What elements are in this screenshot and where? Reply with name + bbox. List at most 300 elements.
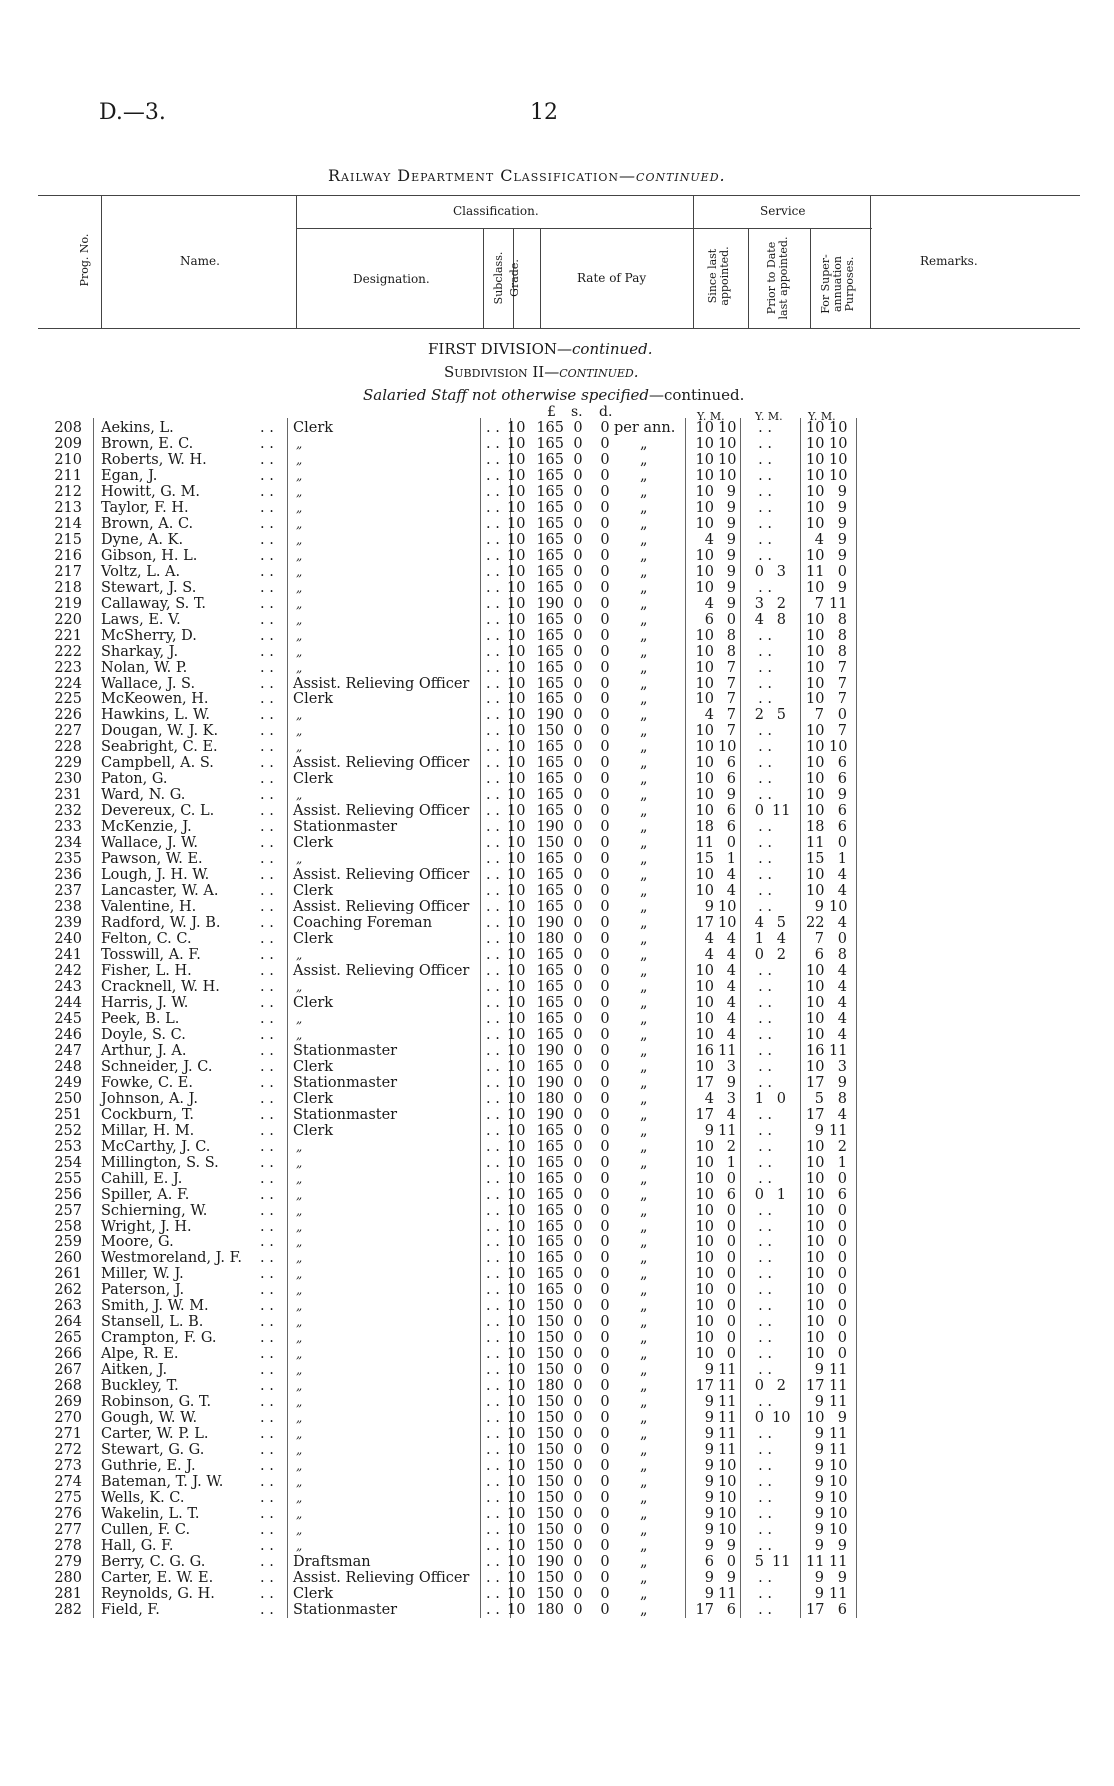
leader-dots: . . bbox=[486, 915, 500, 932]
leader-dots: . . bbox=[758, 1250, 772, 1267]
row-since-months: 1 bbox=[726, 851, 736, 868]
row-pay-pence: 0 bbox=[600, 1186, 610, 1203]
ditto-mark: „ bbox=[640, 1458, 648, 1475]
row-prior-years: 0 bbox=[754, 947, 764, 963]
row-grade: 10 bbox=[507, 675, 526, 692]
row-number: 222 bbox=[54, 643, 82, 660]
row-name: Cockburn, T. bbox=[101, 1106, 194, 1123]
leader-dots: . . bbox=[260, 1298, 274, 1315]
row-pay-shillings: 0 bbox=[573, 483, 583, 500]
row-since-months: 0 bbox=[726, 1218, 736, 1235]
row-designation: „ bbox=[296, 1171, 303, 1186]
row-pay-pounds: 150 bbox=[536, 1394, 564, 1411]
row-grade: 10 bbox=[507, 1489, 526, 1506]
row-name: Seabright, C. E. bbox=[101, 739, 218, 756]
row-grade: 10 bbox=[507, 1585, 526, 1602]
header-divider bbox=[296, 195, 297, 328]
row-since-years: 10 bbox=[695, 1266, 714, 1283]
leader-dots: . . bbox=[260, 1042, 274, 1059]
row-pay-pounds: 165 bbox=[536, 547, 564, 564]
row-grade: 10 bbox=[507, 1186, 526, 1203]
leader-dots: . . bbox=[260, 915, 274, 932]
row-pay-pence: 0 bbox=[600, 1410, 610, 1427]
row-number: 257 bbox=[54, 1202, 82, 1219]
row-name: Paton, G. bbox=[101, 771, 168, 788]
leader-dots: . . bbox=[260, 1186, 274, 1203]
row-grade: 10 bbox=[507, 883, 526, 900]
leader-dots: . . bbox=[486, 867, 500, 884]
row-super-months: 4 bbox=[837, 867, 847, 884]
leader-dots: . . bbox=[758, 1426, 772, 1443]
row-since-years: 11 bbox=[695, 835, 714, 852]
ditto-mark: „ bbox=[640, 1601, 648, 1618]
row-super-years: 10 bbox=[806, 420, 825, 436]
leader-dots: . . bbox=[758, 1569, 772, 1586]
leader-dots: . . bbox=[758, 1601, 772, 1618]
header-prior-to-date: Prior to Date last appointed. bbox=[765, 236, 790, 320]
row-since-years: 10 bbox=[695, 803, 714, 820]
row-super-months: 4 bbox=[837, 978, 847, 995]
row-number: 269 bbox=[54, 1394, 82, 1411]
row-since-months: 11 bbox=[718, 1394, 737, 1411]
table-row bbox=[0, 532, 1114, 548]
row-since-months: 4 bbox=[726, 1026, 736, 1043]
row-super-months: 9 bbox=[837, 531, 847, 548]
row-super-months: 11 bbox=[829, 1553, 848, 1570]
row-grade: 10 bbox=[507, 1042, 526, 1059]
row-designation: „ bbox=[296, 1379, 303, 1394]
row-super-months: 0 bbox=[837, 1218, 847, 1235]
row-pay-shillings: 0 bbox=[573, 1314, 583, 1331]
table-row bbox=[0, 1266, 1114, 1282]
row-grade: 10 bbox=[507, 1601, 526, 1618]
leader-dots: . . bbox=[758, 547, 772, 564]
leader-dots: . . bbox=[260, 803, 274, 820]
leader-dots: . . bbox=[758, 1202, 772, 1219]
row-pay-shillings: 0 bbox=[573, 1202, 583, 1219]
row-number: 281 bbox=[54, 1585, 82, 1602]
row-since-months: 10 bbox=[718, 451, 737, 468]
row-since-months: 4 bbox=[726, 931, 736, 948]
row-super-years: 5 bbox=[814, 1090, 824, 1107]
row-pay-pence: 0 bbox=[600, 1585, 610, 1602]
ditto-mark: „ bbox=[640, 883, 648, 900]
row-since-years: 10 bbox=[695, 1202, 714, 1219]
table-row bbox=[0, 947, 1114, 963]
row-designation: „ bbox=[296, 1411, 303, 1426]
row-pay-pounds: 165 bbox=[536, 659, 564, 676]
leader-dots: . . bbox=[260, 1010, 274, 1027]
row-grade: 10 bbox=[507, 611, 526, 628]
row-name: Miller, W. J. bbox=[101, 1266, 184, 1283]
row-grade: 10 bbox=[507, 547, 526, 564]
leader-dots: . . bbox=[486, 1074, 500, 1091]
row-super-months: 6 bbox=[837, 1601, 847, 1618]
header-bottom-rule bbox=[38, 328, 1080, 329]
ditto-mark: „ bbox=[640, 1170, 648, 1187]
row-pay-pence: 0 bbox=[600, 1122, 610, 1139]
row-name: Nolan, W. P. bbox=[101, 659, 188, 676]
row-number: 225 bbox=[54, 691, 82, 708]
row-since-years: 4 bbox=[704, 931, 714, 948]
leader-dots: . . bbox=[486, 1170, 500, 1187]
row-number: 279 bbox=[54, 1553, 82, 1570]
row-since-years: 10 bbox=[695, 1346, 714, 1363]
row-number: 266 bbox=[54, 1346, 82, 1363]
leader-dots: . . bbox=[260, 1442, 274, 1459]
row-since-years: 10 bbox=[695, 1298, 714, 1315]
leader-dots: . . bbox=[486, 1346, 500, 1363]
row-since-years: 10 bbox=[695, 1250, 714, 1267]
leader-dots: . . bbox=[260, 627, 274, 644]
row-pay-pence: 0 bbox=[600, 1090, 610, 1107]
row-since-years: 10 bbox=[695, 978, 714, 995]
table-row bbox=[0, 1490, 1114, 1506]
leader-dots: . . bbox=[486, 994, 500, 1011]
header-name: Name. bbox=[180, 254, 220, 268]
row-super-months: 10 bbox=[829, 420, 848, 436]
row-super-years: 22 bbox=[806, 915, 825, 932]
row-pay-pounds: 165 bbox=[536, 1250, 564, 1267]
row-pay-shillings: 0 bbox=[573, 1458, 583, 1475]
ditto-mark: „ bbox=[640, 1489, 648, 1506]
table-row bbox=[0, 1586, 1114, 1602]
row-pay-shillings: 0 bbox=[573, 1170, 583, 1187]
row-since-months: 10 bbox=[718, 435, 737, 452]
row-since-months: 10 bbox=[718, 1458, 737, 1475]
row-grade: 10 bbox=[507, 1553, 526, 1570]
row-pay-shillings: 0 bbox=[573, 915, 583, 932]
row-prior-months: 0 bbox=[776, 1090, 786, 1107]
row-grade: 10 bbox=[507, 515, 526, 532]
row-pay-pounds: 150 bbox=[536, 1505, 564, 1522]
leader-dots: . . bbox=[260, 739, 274, 756]
row-prior-years: 3 bbox=[754, 595, 764, 612]
ditto-mark: „ bbox=[640, 1410, 648, 1427]
row-pay-pounds: 165 bbox=[536, 467, 564, 484]
row-pay-shillings: 0 bbox=[573, 819, 583, 836]
row-super-years: 10 bbox=[806, 1154, 825, 1171]
row-pay-shillings: 0 bbox=[573, 1426, 583, 1443]
header-prog-no: Prog. No. bbox=[78, 233, 91, 287]
leader-dots: . . bbox=[758, 1505, 772, 1522]
row-super-years: 11 bbox=[806, 835, 825, 852]
row-number: 274 bbox=[54, 1474, 82, 1491]
table-row bbox=[0, 1139, 1114, 1155]
row-pay-pence: 0 bbox=[600, 1074, 610, 1091]
leader-dots: . . bbox=[758, 1138, 772, 1155]
row-pay-shillings: 0 bbox=[573, 1394, 583, 1411]
row-grade: 10 bbox=[507, 1202, 526, 1219]
row-grade: 10 bbox=[507, 787, 526, 804]
row-since-months: 11 bbox=[718, 1585, 737, 1602]
header-grade: Grade. bbox=[508, 259, 521, 297]
row-designation: „ bbox=[296, 484, 303, 499]
row-designation: Clerk bbox=[293, 1122, 334, 1139]
row-since-months: 4 bbox=[726, 978, 736, 995]
row-designation: „ bbox=[296, 740, 303, 755]
row-pay-shillings: 0 bbox=[573, 1234, 583, 1251]
row-since-months: 9 bbox=[726, 595, 736, 612]
row-name: Wright, J. H. bbox=[101, 1218, 192, 1235]
leader-dots: . . bbox=[758, 1058, 772, 1075]
header-designation: Designation. bbox=[353, 272, 430, 286]
row-super-months: 11 bbox=[829, 1585, 848, 1602]
leader-dots: . . bbox=[260, 1058, 274, 1075]
row-designation: „ bbox=[296, 1522, 303, 1537]
row-since-years: 10 bbox=[695, 515, 714, 532]
row-prior-years: 5 bbox=[754, 1553, 764, 1570]
header-top-rule bbox=[38, 195, 1080, 196]
row-name: Pawson, W. E. bbox=[101, 851, 203, 868]
row-since-months: 11 bbox=[718, 1122, 737, 1139]
row-super-years: 10 bbox=[806, 1250, 825, 1267]
row-designation: Stationmaster bbox=[293, 1042, 398, 1059]
row-super-years: 10 bbox=[806, 1010, 825, 1027]
row-prior-years: 4 bbox=[754, 915, 764, 932]
row-since-years: 10 bbox=[695, 675, 714, 692]
row-super-years: 10 bbox=[806, 659, 825, 676]
row-pay-pounds: 150 bbox=[536, 1537, 564, 1554]
leader-dots: . . bbox=[758, 994, 772, 1011]
header-divider bbox=[101, 195, 102, 328]
row-designation: „ bbox=[296, 979, 303, 994]
table-row bbox=[0, 1027, 1114, 1043]
row-super-months: 10 bbox=[829, 467, 848, 484]
row-designation: „ bbox=[296, 1459, 303, 1474]
row-since-months: 10 bbox=[718, 467, 737, 484]
row-number: 234 bbox=[54, 835, 82, 852]
row-name: Hall, G. F. bbox=[101, 1537, 174, 1554]
ditto-mark: „ bbox=[640, 803, 648, 820]
table-row bbox=[0, 1155, 1114, 1171]
row-super-months: 10 bbox=[829, 899, 848, 916]
leader-dots: . . bbox=[486, 451, 500, 468]
row-pay-shillings: 0 bbox=[573, 499, 583, 516]
row-pay-pounds: 165 bbox=[536, 1234, 564, 1251]
row-since-years: 9 bbox=[704, 1474, 714, 1491]
row-super-months: 4 bbox=[837, 883, 847, 900]
row-name: Westmoreland, J. F. bbox=[101, 1250, 242, 1267]
row-super-months: 7 bbox=[837, 723, 847, 740]
row-number: 277 bbox=[54, 1521, 82, 1538]
leader-dots: . . bbox=[260, 1474, 274, 1491]
ditto-mark: „ bbox=[640, 1346, 648, 1363]
row-since-months: 11 bbox=[718, 1378, 737, 1395]
row-prior-months: 5 bbox=[776, 915, 786, 932]
row-name: Berry, C. G. G. bbox=[101, 1553, 206, 1570]
row-name: Brown, E. C. bbox=[101, 435, 194, 452]
leader-dots: . . bbox=[486, 947, 500, 963]
row-prior-months: 8 bbox=[776, 611, 786, 628]
ditto-mark: „ bbox=[640, 1122, 648, 1139]
row-super-months: 8 bbox=[837, 611, 847, 628]
row-since-months: 9 bbox=[726, 787, 736, 804]
row-designation: „ bbox=[296, 1427, 303, 1442]
row-since-months: 10 bbox=[718, 739, 737, 756]
row-name: Wallace, J. S. bbox=[101, 675, 196, 692]
row-pay-pence: 0 bbox=[600, 1106, 610, 1123]
row-since-months: 1 bbox=[726, 1154, 736, 1171]
row-since-months: 6 bbox=[726, 819, 736, 836]
ditto-mark: „ bbox=[640, 1266, 648, 1283]
row-designation: Clerk bbox=[293, 771, 334, 788]
row-super-months: 9 bbox=[837, 1410, 847, 1427]
unit-ym-prior: Y. M. bbox=[755, 410, 783, 423]
leader-dots: . . bbox=[486, 883, 500, 900]
row-since-years: 10 bbox=[695, 723, 714, 740]
row-pay-pence: 0 bbox=[600, 675, 610, 692]
row-super-years: 10 bbox=[806, 787, 825, 804]
row-super-years: 7 bbox=[814, 707, 824, 724]
row-super-years: 7 bbox=[814, 595, 824, 612]
row-super-months: 1 bbox=[837, 1154, 847, 1171]
row-name: Cahill, E. J. bbox=[101, 1170, 183, 1187]
row-designation: „ bbox=[296, 1187, 303, 1202]
row-pay-pence: 0 bbox=[600, 1537, 610, 1554]
row-pay-pence: 0 bbox=[600, 611, 610, 628]
ditto-mark: „ bbox=[640, 787, 648, 804]
row-super-years: 9 bbox=[814, 1394, 824, 1411]
row-pay-shillings: 0 bbox=[573, 1346, 583, 1363]
leader-dots: . . bbox=[486, 1138, 500, 1155]
row-pay-pounds: 165 bbox=[536, 787, 564, 804]
row-pay-pence: 0 bbox=[600, 1138, 610, 1155]
row-grade: 10 bbox=[507, 563, 526, 580]
row-since-years: 10 bbox=[695, 435, 714, 452]
row-number: 237 bbox=[54, 883, 82, 900]
leader-dots: . . bbox=[486, 851, 500, 868]
row-super-years: 10 bbox=[806, 1314, 825, 1331]
row-pay-shillings: 0 bbox=[573, 1410, 583, 1427]
row-since-months: 10 bbox=[718, 1505, 737, 1522]
row-pay-pence: 0 bbox=[600, 563, 610, 580]
row-designation: Stationmaster bbox=[293, 1106, 398, 1123]
row-since-months: 10 bbox=[718, 915, 737, 932]
row-super-months: 4 bbox=[837, 915, 847, 932]
table-row bbox=[0, 755, 1114, 771]
leader-dots: . . bbox=[486, 787, 500, 804]
row-pay-pence: 0 bbox=[600, 994, 610, 1011]
row-super-months: 7 bbox=[837, 675, 847, 692]
table-row bbox=[0, 691, 1114, 707]
row-since-months: 11 bbox=[718, 1426, 737, 1443]
table-row bbox=[0, 676, 1114, 692]
row-pay-shillings: 0 bbox=[573, 851, 583, 868]
leader-dots: . . bbox=[260, 595, 274, 612]
row-name: Lancaster, W. A. bbox=[101, 883, 219, 900]
row-number: 258 bbox=[54, 1218, 82, 1235]
header-remarks: Remarks. bbox=[920, 254, 978, 268]
row-pay-pounds: 165 bbox=[536, 675, 564, 692]
row-name: Smith, J. W. M. bbox=[101, 1298, 209, 1315]
ditto-mark: „ bbox=[640, 1298, 648, 1315]
row-number: 238 bbox=[54, 899, 82, 916]
row-prior-months: 10 bbox=[772, 1410, 791, 1427]
row-name: Carter, W. P. L. bbox=[101, 1426, 209, 1443]
row-pay-pounds: 165 bbox=[536, 899, 564, 916]
row-since-months: 9 bbox=[726, 579, 736, 596]
row-super-years: 10 bbox=[806, 1330, 825, 1347]
table-row bbox=[0, 1394, 1114, 1410]
row-since-months: 4 bbox=[726, 1010, 736, 1027]
leader-dots: . . bbox=[758, 1266, 772, 1283]
row-since-months: 0 bbox=[726, 1298, 736, 1315]
row-grade: 10 bbox=[507, 739, 526, 756]
row-number: 261 bbox=[54, 1266, 82, 1283]
row-since-months: 0 bbox=[726, 1553, 736, 1570]
row-name: Carter, E. W. E. bbox=[101, 1569, 214, 1586]
row-pay-pounds: 165 bbox=[536, 1026, 564, 1043]
row-pay-pounds: 165 bbox=[536, 1058, 564, 1075]
row-prior-months: 1 bbox=[776, 1186, 786, 1203]
ditto-mark: „ bbox=[640, 899, 648, 916]
row-since-years: 9 bbox=[704, 1521, 714, 1538]
leader-dots: . . bbox=[260, 563, 274, 580]
row-pay-pence: 0 bbox=[600, 1298, 610, 1315]
table-row bbox=[0, 1378, 1114, 1394]
row-pay-pence: 0 bbox=[600, 1426, 610, 1443]
row-since-years: 10 bbox=[695, 1138, 714, 1155]
row-pay-shillings: 0 bbox=[573, 627, 583, 644]
row-pay-pounds: 150 bbox=[536, 1458, 564, 1475]
row-pay-pence: 0 bbox=[600, 1234, 610, 1251]
row-since-years: 10 bbox=[695, 563, 714, 580]
row-designation: Clerk bbox=[293, 994, 334, 1011]
table-row bbox=[0, 963, 1114, 979]
row-designation: „ bbox=[296, 1155, 303, 1170]
row-pay-shillings: 0 bbox=[573, 787, 583, 804]
row-super-months: 11 bbox=[829, 1378, 848, 1395]
ditto-mark: „ bbox=[640, 851, 648, 868]
row-super-months: 0 bbox=[837, 1298, 847, 1315]
row-grade: 10 bbox=[507, 451, 526, 468]
row-prior-months: 2 bbox=[776, 595, 786, 612]
ditto-mark: „ bbox=[640, 467, 648, 484]
row-designation: „ bbox=[296, 612, 303, 627]
leader-dots: . . bbox=[260, 1569, 274, 1586]
row-name: Field, F. bbox=[101, 1601, 160, 1618]
row-since-months: 4 bbox=[726, 994, 736, 1011]
row-pay-pounds: 165 bbox=[536, 1202, 564, 1219]
table-row bbox=[0, 1282, 1114, 1298]
row-super-years: 9 bbox=[814, 899, 824, 916]
row-pay-pence: 0 bbox=[600, 962, 610, 979]
ditto-mark: „ bbox=[640, 1106, 648, 1123]
leader-dots: . . bbox=[260, 675, 274, 692]
row-since-years: 17 bbox=[695, 1106, 714, 1123]
row-pay-pounds: 190 bbox=[536, 915, 564, 932]
row-pay-shillings: 0 bbox=[573, 1026, 583, 1043]
row-pay-pounds: 165 bbox=[536, 515, 564, 532]
row-name: Ward, N. G. bbox=[101, 787, 186, 804]
ditto-mark: „ bbox=[640, 691, 648, 708]
staff-heading-c: —continued. bbox=[648, 386, 745, 404]
row-pay-pence: 0 bbox=[600, 723, 610, 740]
row-name: Howitt, G. M. bbox=[101, 483, 201, 500]
ditto-mark: „ bbox=[640, 1442, 648, 1459]
row-super-months: 4 bbox=[837, 962, 847, 979]
leader-dots: . . bbox=[260, 755, 274, 772]
leader-dots: . . bbox=[486, 1218, 500, 1235]
leader-dots: . . bbox=[758, 435, 772, 452]
leader-dots: . . bbox=[486, 1505, 500, 1522]
row-number: 226 bbox=[54, 707, 82, 724]
leader-dots: . . bbox=[486, 755, 500, 772]
leader-dots: . . bbox=[486, 1537, 500, 1554]
row-super-years: 9 bbox=[814, 1569, 824, 1586]
leader-dots: . . bbox=[758, 787, 772, 804]
